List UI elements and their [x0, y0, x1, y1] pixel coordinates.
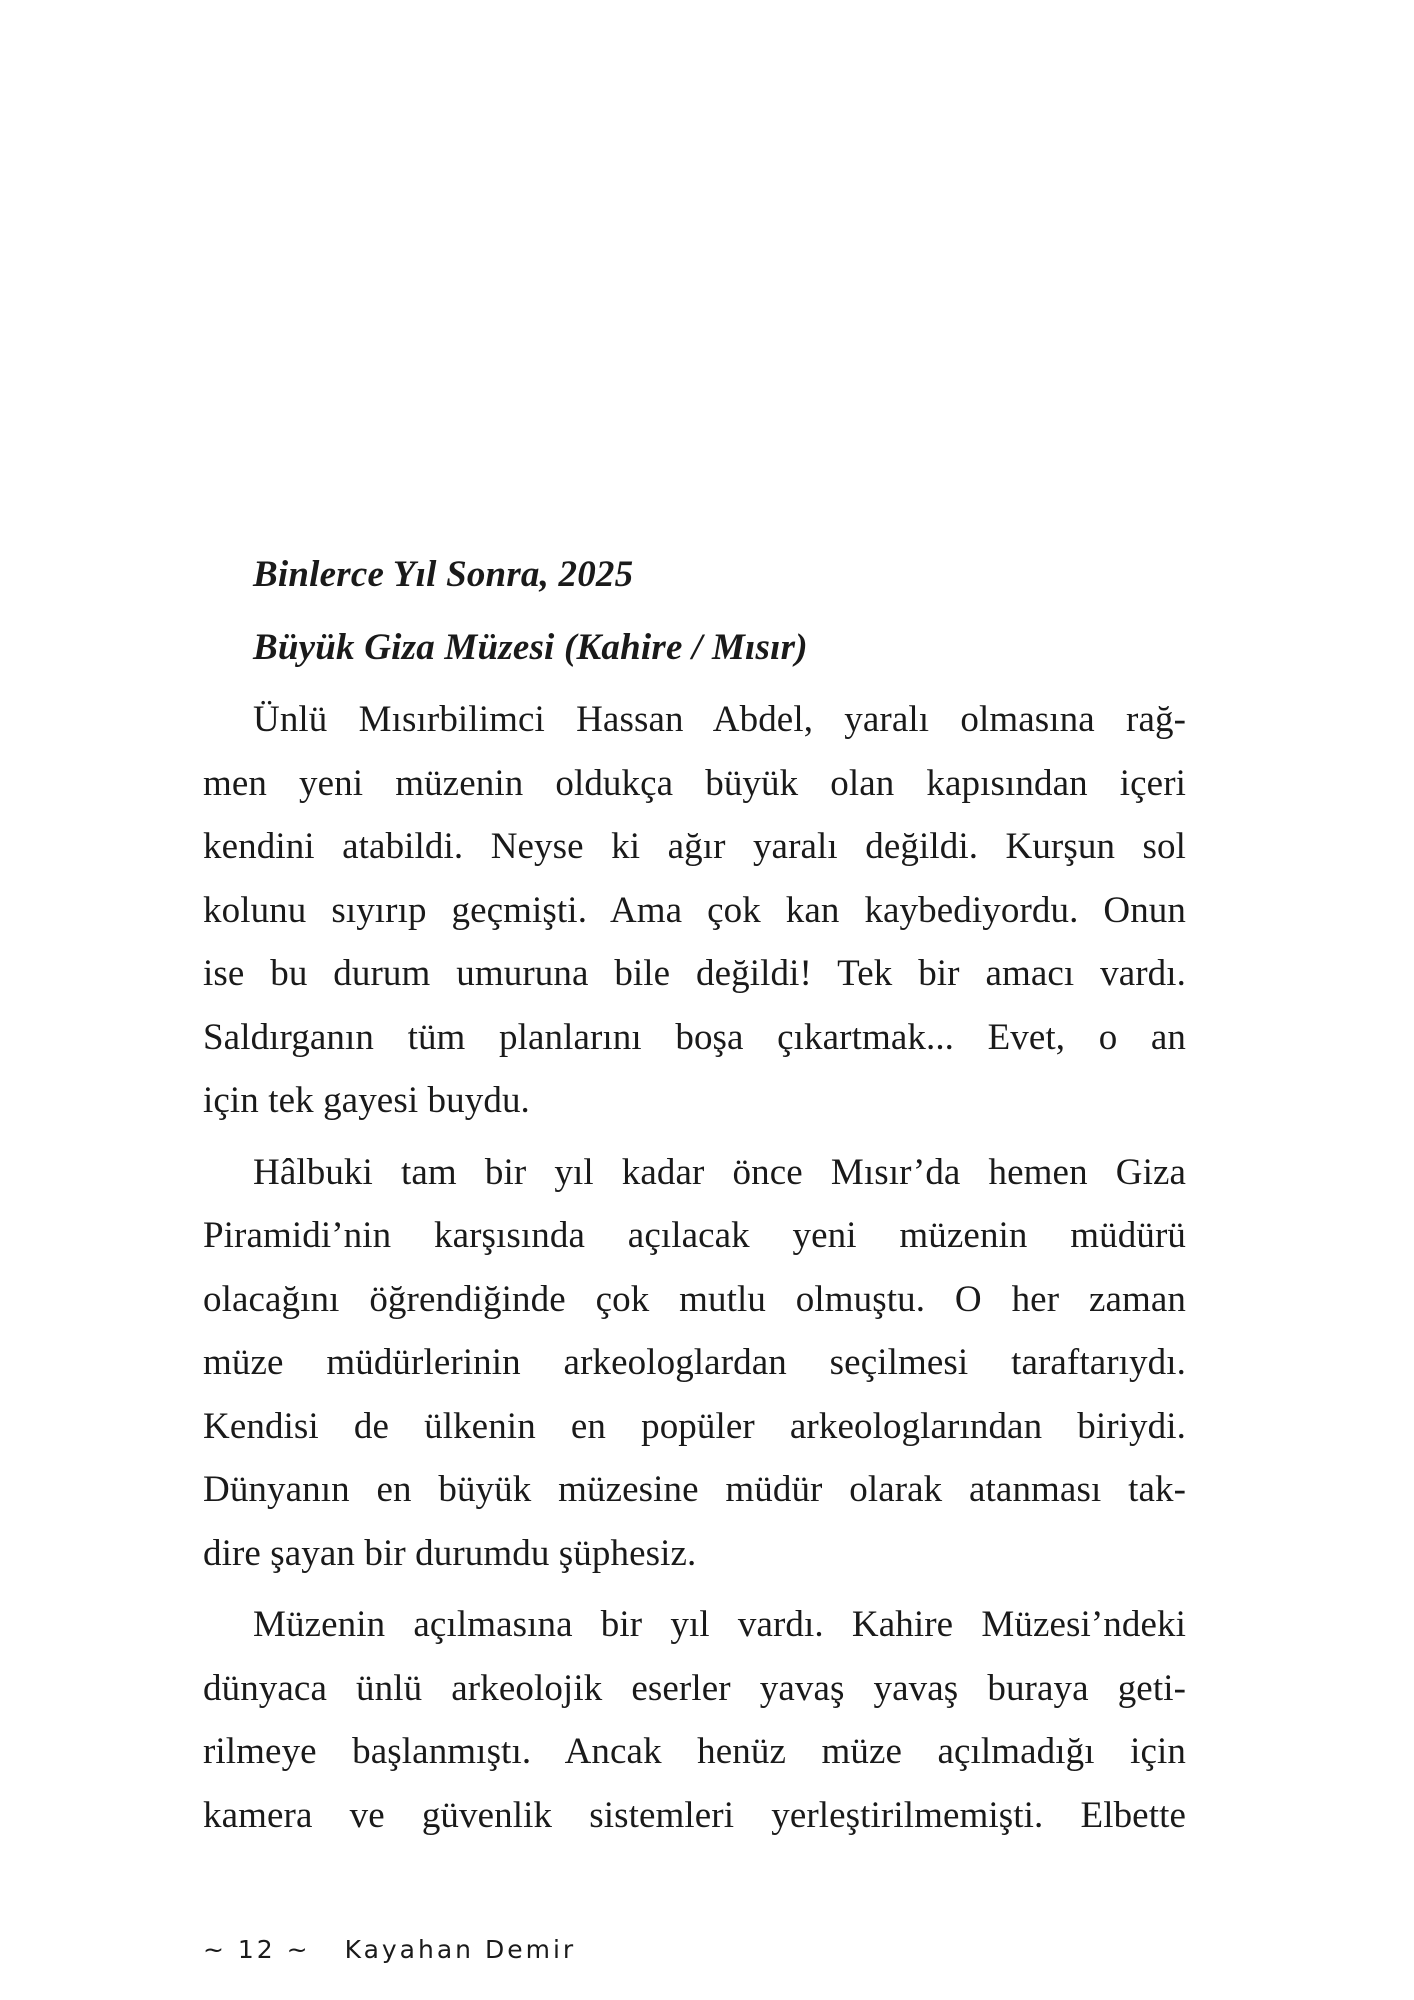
paragraph-line: olacağını öğrendiğinde çok mutlu olmuştu. O her zaman: [203, 1278, 1186, 1320]
paragraph-line: Ünlü Mısırbilimci Hassan Abdel, yaralı olmasına rağ-: [253, 699, 1186, 740]
paragraph-line: Dünyanın en büyük müzesine müdür olarak atanması tak-: [203, 1469, 1186, 1510]
paragraph-line: rilmeye başlanmıştı. Ancak henüz müze açılmadığı için: [203, 1731, 1186, 1772]
paragraph-3: [203, 1593, 1186, 1847]
paragraph-line: Hâlbuki tam bir yıl kadar önce Mısır’da hemen Giza: [253, 1151, 1186, 1193]
paragraph-line: için tek gayesi buydu.: [203, 1080, 530, 1121]
paragraph-line: kamera ve güvenlik sistemleri yerleştirilmemişti. Elbette: [203, 1794, 1186, 1836]
author-name: Kayahan Demir: [344, 1935, 577, 1964]
paragraph-line: kolunu sıyırıp geçmişti. Ama çok kan kaybediyordu. Onun: [203, 889, 1186, 931]
page-footer: [203, 1935, 576, 1964]
paragraph-line: müze müdürlerinin arkeologlardan seçilmesi taraftarıydı.: [203, 1342, 1186, 1383]
section-date-heading: Binlerce Yıl Sonra, 2025: [253, 554, 634, 595]
section-place-heading: Büyük Giza Müzesi (Kahire / Mısır): [253, 627, 808, 668]
paragraph-line: dire şayan bir durumdu şüphesiz.: [203, 1532, 697, 1574]
paragraph-1: [203, 688, 1186, 1133]
paragraph-line: Müzenin açılmasına bir yıl vardı. Kahire Müzesi’ndeki: [253, 1604, 1186, 1645]
paragraph-line: Saldırganın tüm planlarını boşa çıkartmak... Evet, o an: [203, 1016, 1186, 1058]
paragraph-line: Piramidi’nin karşısında açılacak yeni müzenin müdürü: [203, 1215, 1186, 1256]
paragraph-2: [203, 1141, 1186, 1586]
paragraph-line: men yeni müzenin oldukça büyük olan kapısından içeri: [203, 762, 1186, 804]
page-body: [203, 540, 1186, 1847]
paragraph-line: dünyaca ünlü arkeolojik eserler yavaş yavaş buraya geti-: [203, 1667, 1186, 1709]
page-number: ~ 12 ~: [203, 1935, 311, 1964]
paragraph-line: ise bu durum umuruna bile değildi! Tek bir amacı vardı.: [203, 953, 1186, 994]
paragraph-line: Kendisi de ülkenin en popüler arkeologlarından biriydi.: [203, 1405, 1186, 1447]
paragraph-line: kendini atabildi. Neyse ki ağır yaralı değildi. Kurşun sol: [203, 826, 1186, 867]
